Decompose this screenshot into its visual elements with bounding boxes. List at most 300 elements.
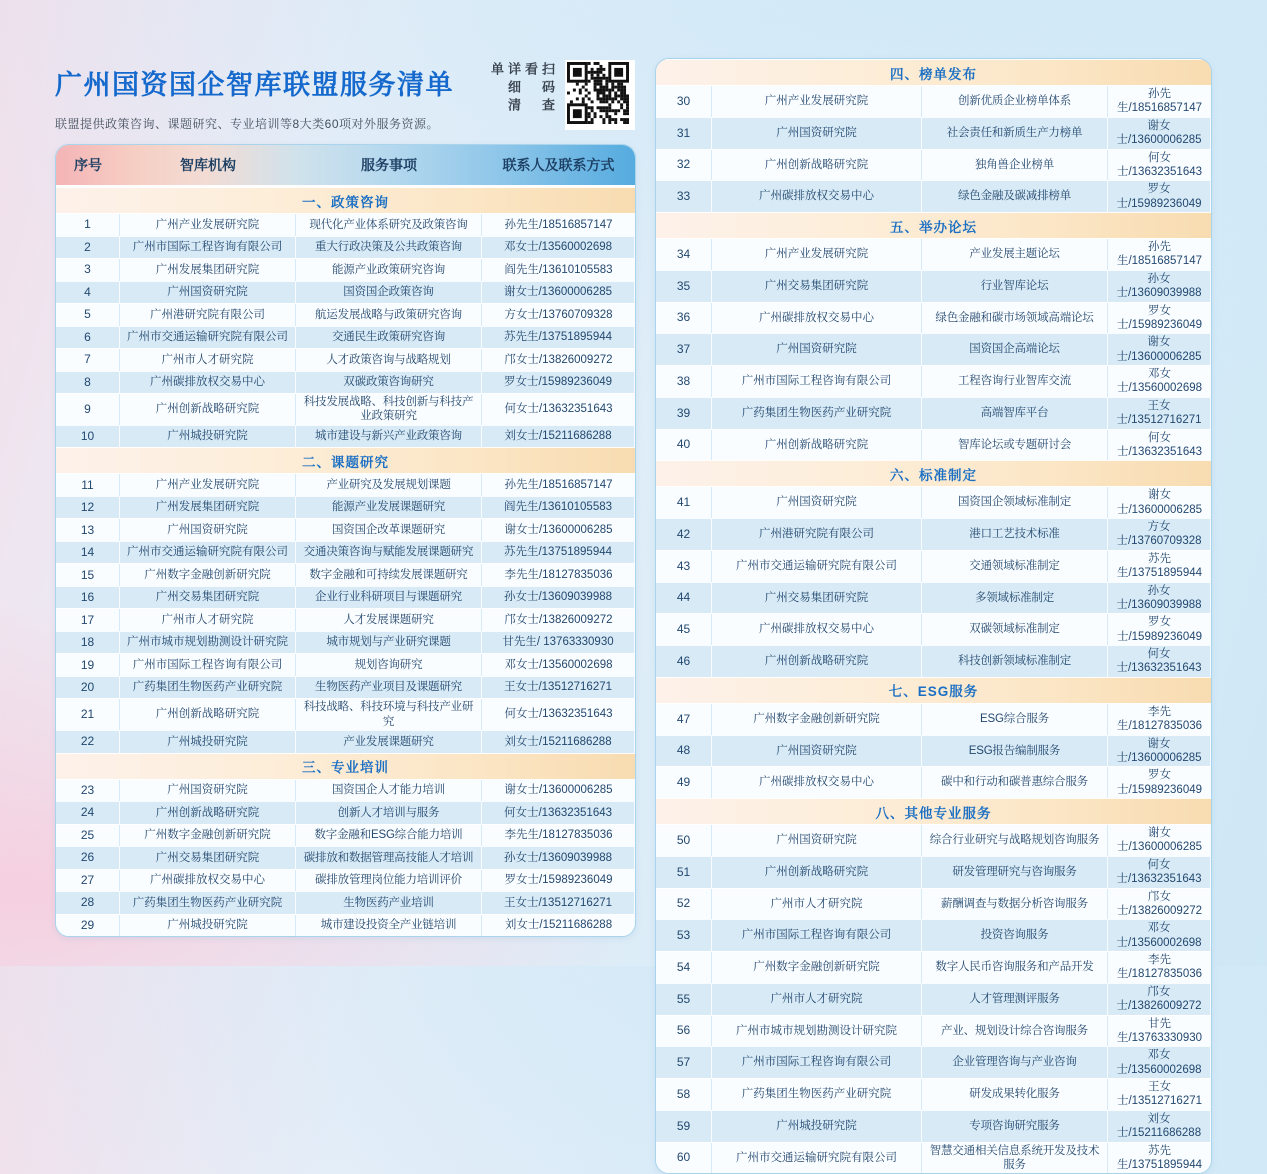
section-header: 八、其他专业服务 [656,798,1211,824]
table-row [56,541,635,564]
table-row [56,779,635,802]
row-institution: 广州市城市规划勘测设计研究院 [712,1016,922,1047]
row-institution: 广州市人才研究院 [120,349,296,371]
row-contact: 孙女士/13609039988 [482,587,635,609]
row-service: 交通民生政策研究咨询 [296,327,482,349]
table-header-row [56,145,635,187]
table-row [56,281,635,304]
row-service: ESG报告编制服务 [922,736,1108,767]
row-service: 港口工艺技术标准 [922,519,1108,550]
row-number: 16 [56,587,120,609]
row-contact: 李先生/18127835036 [504,568,613,581]
table-row [656,766,1211,798]
row-institution: 广州碳排放权交易中心 [712,614,922,645]
row-service: 行业智库论坛 [922,271,1108,302]
table-row [656,856,1211,888]
row-institution: 广州产业发展研究院 [120,474,296,496]
row-contact: 孙女士/13609039988 [1108,583,1211,614]
qr-code [565,60,635,130]
row-institution: 广药集团生物医药产业研究院 [712,1079,922,1110]
table-row [656,149,1211,181]
row-number: 7 [56,349,120,371]
qr-caption [488,62,556,130]
row-institution: 广州市交通运输研究院有限公司 [712,551,922,582]
table-row [56,473,635,496]
row-service: 多领域标准制定 [922,583,1108,614]
row-number: 20 [56,677,120,699]
row-number: 39 [656,398,712,429]
row-number: 52 [656,889,712,920]
row-service: 科技发展战略、科技创新与科技产业政策研究 [296,394,482,425]
table-row [656,1110,1211,1142]
table-row [56,676,635,699]
row-number: 56 [656,1016,712,1047]
table-row [656,397,1211,429]
table-row [56,824,635,847]
row-institution: 广州碳排放权交易中心 [712,181,922,212]
table-row [56,586,635,609]
row-number: 3 [56,259,120,281]
row-service: 人才发展课题研究 [296,609,482,631]
row-contact: 阎先生/13610105583 [482,497,635,519]
row-number: 57 [656,1047,712,1078]
row-institution: 广州碳排放权交易中心 [120,372,296,394]
row-number: 2 [56,237,120,259]
row-contact: 孙女士/13609039988 [1108,271,1211,302]
row-institution: 广州数字金融创新研究院 [712,952,922,983]
row-service: 产业研究及发展规划课题 [296,474,482,496]
table-row [56,371,635,394]
row-service: 生物医药产业项目及课题研究 [296,677,482,699]
row-number: 18 [56,632,120,654]
row-service: 数字人民币咨询服务和产品开发 [922,952,1108,983]
row-institution: 广州创新战略研究院 [712,857,922,888]
row-contact: 邓女士/13560002698 [1108,1047,1211,1078]
row-service: 交通决策咨询与赋能发展课题研究 [296,542,482,564]
row-service: 国资国企改革课题研究 [296,519,482,541]
row-contact: 何女士/13632351643 [482,802,635,824]
table-row [56,891,635,914]
row-contact: 邓女士/13560002698 [1116,368,1203,395]
row-service: 创新人才培训与服务 [296,802,482,824]
row-service: 航运发展战略与政策研究咨询 [296,304,482,326]
table-row [56,801,635,824]
row-contact: 孙先生/18516857147 [504,478,613,491]
row-institution: 广州国资研究院 [712,487,922,518]
row-number: 24 [56,802,120,824]
column-header-no: 序号 [74,157,102,173]
row-institution: 广州国资研究院 [712,334,922,365]
row-institution: 广州国资研究院 [120,780,296,802]
row-number: 55 [656,984,712,1015]
row-service: 能源产业发展课题研究 [296,497,482,519]
table-row [656,270,1211,302]
row-institution: 广州市城市规划勘测设计研究院 [120,632,296,654]
row-contact: 谢女士/13600006285 [504,784,613,797]
row-service: ESG综合服务 [922,704,1108,735]
row-contact: 何女士/13632351643 [1116,151,1203,178]
row-contact: 何女士/13632351643 [1116,431,1203,458]
table-row [656,550,1211,582]
row-number: 21 [56,699,120,730]
left-panel [55,58,636,937]
row-contact: 刘女士/15211686288 [482,426,635,448]
row-contact: 邓女士/13560002698 [482,237,635,259]
row-service: 交通领域标准制定 [922,551,1108,582]
table-row [656,613,1211,645]
row-service: 规划咨询研究 [296,654,482,676]
row-contact: 谢女士/13600006285 [1108,118,1211,149]
service-table-left [55,144,636,937]
row-institution: 广州产业发展研究院 [712,86,922,117]
row-contact: 刘女士/15211686288 [504,919,613,932]
table-row [56,608,635,631]
table-row [56,326,635,349]
row-service: 薪酬调查与数据分析咨询服务 [922,889,1108,920]
row-contact: 王女士/13512716271 [482,892,635,914]
row-number: 46 [656,646,712,677]
row-contact: 王女士/13512716271 [1116,1081,1203,1108]
row-number: 27 [56,870,120,892]
row-contact: 谢女士/13600006285 [1108,334,1211,365]
row-contact: 邝女士/13826009272 [1108,984,1211,1015]
row-institution: 广州碳排放权交易中心 [120,870,296,892]
row-institution: 广州国资研究院 [712,825,922,856]
row-institution: 广州创新战略研究院 [120,802,296,824]
qr-caption-line-right: 扫码查看 [523,62,555,116]
section-header: 六、标准制定 [656,460,1211,486]
table-row [56,698,635,730]
row-service: 高端智库平台 [922,398,1108,429]
table-row [656,951,1211,983]
row-institution: 广州市国际工程咨询有限公司 [712,366,922,397]
row-contact: 何女士/13632351643 [1108,857,1211,888]
row-service: 绿色金融和碳市场领域高端论坛 [922,303,1108,334]
row-number: 30 [656,86,712,117]
row-number: 44 [656,583,712,614]
row-institution: 广州碳排放权交易中心 [712,303,922,334]
row-contact: 孙女士/13609039988 [482,847,635,869]
row-service: 双碳政策咨询研究 [296,372,482,394]
row-service: 工程咨询行业智库交流 [922,366,1108,397]
row-institution: 广州交易集团研究院 [120,847,296,869]
row-institution: 广药集团生物医药产业研究院 [120,677,296,699]
row-institution: 广州市人才研究院 [712,889,922,920]
row-number: 60 [656,1143,712,1174]
row-service: 研发成果转化服务 [922,1079,1108,1110]
row-number: 42 [656,519,712,550]
table-row [656,429,1211,461]
column-header-institution: 智库机构 [180,157,236,173]
row-institution: 广州市国际工程咨询有限公司 [120,237,296,259]
table-row [56,258,635,281]
row-institution: 广州国资研究院 [712,736,922,767]
row-service: 企业行业科研项目与课题研究 [296,587,482,609]
row-contact: 李先生/18127835036 [504,829,613,842]
row-institution: 广州市交通运输研究院有限公司 [120,327,296,349]
table-row [56,236,635,259]
row-contact: 甘先生/13763330930 [1116,1017,1203,1044]
row-number: 23 [56,780,120,802]
row-number: 32 [656,150,712,181]
table-row [656,1142,1211,1174]
row-institution: 广州城投研究院 [120,915,296,937]
row-number: 34 [656,239,712,270]
row-number: 6 [56,327,120,349]
row-number: 33 [656,181,712,212]
section-header: 二、课题研究 [56,447,635,473]
row-number: 43 [656,551,712,582]
table-row [656,824,1211,856]
row-number: 14 [56,542,120,564]
row-service: 碳中和行动和碳普惠综合服务 [922,767,1108,798]
row-institution: 广州市国际工程咨询有限公司 [712,920,922,951]
row-service: 人才政策咨询与战略规划 [296,349,482,371]
row-service: 能源产业政策研究咨询 [296,259,482,281]
row-service: 绿色金融及碳减排榜单 [922,181,1108,212]
row-number: 40 [656,430,712,461]
row-service: 城市规划与产业研究课题 [296,632,482,654]
row-number: 19 [56,654,120,676]
row-institution: 广州国资研究院 [120,519,296,541]
row-number: 22 [56,731,120,753]
row-institution: 广州交易集团研究院 [712,271,922,302]
row-contact: 李先生/18127835036 [1116,705,1203,733]
table-row [656,365,1211,397]
table-row [656,486,1211,518]
section-header: 五、举办论坛 [656,212,1211,238]
row-institution: 广州港研究院有限公司 [712,519,922,550]
service-table-right [655,58,1212,1174]
row-number: 17 [56,609,120,631]
row-service: 国资国企人才能力培训 [296,780,482,802]
row-service: 重大行政决策及公共政策咨询 [296,237,482,259]
row-number: 48 [656,736,712,767]
row-contact: 方女士/13760709328 [1108,519,1211,550]
row-institution: 广州创新战略研究院 [712,430,922,461]
row-institution: 广州数字金融创新研究院 [120,825,296,847]
row-number: 59 [656,1111,712,1142]
row-service: 企业管理咨询与产业咨询 [922,1047,1108,1078]
row-contact: 邓女士/13560002698 [1108,920,1211,951]
row-contact: 罗女士/15989236049 [1116,769,1203,796]
row-contact: 苏先生/13751895944 [482,542,635,564]
section-header: 七、ESG服务 [656,677,1211,703]
row-number: 10 [56,426,120,448]
row-number: 58 [656,1079,712,1110]
table-row [656,117,1211,149]
row-number: 4 [56,282,120,304]
row-service: 专项咨询研究服务 [922,1111,1108,1142]
row-contact: 罗女士/15989236049 [1116,616,1203,643]
row-institution: 广州市国际工程咨询有限公司 [712,1047,922,1078]
table-row [656,983,1211,1015]
row-contact: 邝女士/13826009272 [1116,890,1203,917]
row-service: 碳排放管理岗位能力培训评价 [296,870,482,892]
row-institution: 广州数字金融创新研究院 [120,564,296,586]
qr-caption-line-left: 详细清单 [489,62,521,116]
table-row [656,85,1211,117]
table-row [656,919,1211,951]
row-institution: 广药集团生物医药产业研究院 [120,892,296,914]
page-title: 广州国资国企智库联盟服务清单 [55,70,454,100]
table-row [56,303,635,326]
row-contact: 苏先生/13751895944 [1116,1144,1203,1171]
row-institution: 广州交易集团研究院 [120,587,296,609]
row-number: 53 [656,920,712,951]
row-institution: 广州市人才研究院 [120,609,296,631]
row-service: 数字金融和可持续发展课题研究 [296,564,482,586]
row-number: 25 [56,825,120,847]
row-institution: 广州港研究院有限公司 [120,304,296,326]
section-header: 四、榜单发布 [656,59,1211,85]
table-row [656,735,1211,767]
row-number: 51 [656,857,712,888]
row-number: 47 [656,704,712,735]
column-header-contact: 联系人及联系方式 [502,157,615,173]
row-service: 城市建设投资全产业链培训 [296,915,482,937]
row-institution: 广州交易集团研究院 [712,583,922,614]
table-row [56,846,635,869]
row-service: 国资国企领域标准制定 [922,487,1108,518]
row-number: 11 [56,474,120,496]
row-contact: 邝女士/13826009272 [504,353,613,366]
table-row [656,333,1211,365]
table-row [656,302,1211,334]
row-institution: 广州数字金融创新研究院 [712,704,922,735]
row-service: 投资咨询服务 [922,920,1108,951]
row-number: 15 [56,564,120,586]
table-row [56,869,635,892]
row-contact: 苏先生/13751895944 [482,327,635,349]
row-institution: 广州城投研究院 [120,426,296,448]
page-subtitle: 联盟提供政策咨询、课题研究、专业培训等8大类60项对外服务资源。 [55,117,440,131]
row-number: 13 [56,519,120,541]
row-number: 41 [656,487,712,518]
row-service: 双碳领域标准制定 [922,614,1108,645]
row-institution: 广州城投研究院 [120,731,296,753]
row-institution: 广州城投研究院 [712,1111,922,1142]
row-contact: 阎先生/13610105583 [504,263,613,276]
row-contact: 罗女士/15989236049 [1116,304,1203,331]
row-number: 50 [656,825,712,856]
table-row [656,518,1211,550]
row-contact: 谢女士/13600006285 [482,282,635,304]
row-contact: 方女士/13760709328 [504,308,613,321]
row-institution: 广州国资研究院 [120,282,296,304]
table-row [56,496,635,519]
row-number: 1 [56,214,120,236]
section-header: 一、政策咨询 [56,187,635,213]
table-row [56,631,635,654]
row-contact: 王女士/13512716271 [482,677,635,699]
row-number: 26 [56,847,120,869]
row-service: 数字金融和ESG综合能力培训 [296,825,482,847]
column-header-service: 服务事项 [361,157,417,173]
row-service: 研发管理研究与咨询服务 [922,857,1108,888]
row-institution: 广药集团生物医药产业研究院 [712,398,922,429]
row-contact: 甘先生/ 13763330930 [482,632,635,654]
row-contact: 王女士/13512716271 [1108,398,1211,429]
table-row [656,888,1211,920]
row-service: 城市建设与新兴产业政策咨询 [296,426,482,448]
row-institution: 广州产业发展研究院 [712,239,922,270]
row-number: 28 [56,892,120,914]
table-row [56,914,635,937]
row-number: 31 [656,118,712,149]
table-row [656,1078,1211,1110]
row-contact: 谢女士/13600006285 [1116,827,1203,854]
row-contact: 何女士/13632351643 [504,403,613,416]
table-row [56,730,635,753]
row-service: 独角兽企业榜单 [922,150,1108,181]
table-row [56,348,635,371]
row-institution: 广州市人才研究院 [712,984,922,1015]
row-contact: 谢女士/13600006285 [504,523,613,536]
row-service: 现代化产业体系研究及政策咨询 [296,214,482,236]
row-contact: 何女士/13632351643 [1108,646,1211,677]
table-row [656,703,1211,735]
table-row [656,1015,1211,1047]
row-number: 49 [656,767,712,798]
row-service: 科技创新领域标准制定 [922,646,1108,677]
row-service: 碳排放和数据管理高技能人才培训 [296,847,482,869]
section-header: 三、专业培训 [56,753,635,779]
table-row [56,425,635,448]
row-number: 54 [656,952,712,983]
table-row [56,563,635,586]
table-row [56,653,635,676]
row-service: 科技战略、科技环境与科技产业研究 [296,699,482,730]
row-institution: 广州创新战略研究院 [712,646,922,677]
row-number: 38 [656,366,712,397]
row-number: 37 [656,334,712,365]
row-service: 国资国企政策咨询 [296,282,482,304]
row-contact: 苏先生/13751895944 [1116,552,1203,580]
row-service: 产业发展课题研究 [296,731,482,753]
row-contact: 罗女士/15989236049 [1108,181,1211,212]
row-contact: 邓女士/13560002698 [504,658,613,671]
row-service: 智库论坛或专题研讨会 [922,430,1108,461]
row-contact: 罗女士/15989236049 [482,372,635,394]
table-row [656,180,1211,212]
row-institution: 广州发展集团研究院 [120,497,296,519]
row-contact: 李先生/18127835036 [1116,954,1203,981]
row-service: 社会责任和新质生产力榜单 [922,118,1108,149]
row-institution: 广州市国际工程咨询有限公司 [120,654,296,676]
row-contact: 何女士/13632351643 [504,708,613,721]
row-institution: 广州创新战略研究院 [120,394,296,425]
row-contact: 孙先生/18516857147 [1116,88,1203,115]
row-institution: 广州市交通运输研究院有限公司 [712,1143,922,1174]
row-contact: 邝女士/13826009272 [504,613,613,626]
row-service: 国资国企高端论坛 [922,334,1108,365]
row-number: 29 [56,915,120,937]
table-row [56,213,635,236]
row-number: 36 [656,303,712,334]
row-institution: 广州碳排放权交易中心 [712,767,922,798]
row-number: 45 [656,614,712,645]
table-row [656,238,1211,270]
table-row [656,1046,1211,1078]
row-service: 生物医药产业培训 [296,892,482,914]
row-service: 创新优质企业榜单体系 [922,86,1108,117]
table-row [56,393,635,425]
row-service: 人才管理测评服务 [922,984,1108,1015]
row-contact: 刘女士/15211686288 [482,731,635,753]
row-contact: 孙先生/18516857147 [1116,241,1203,268]
row-contact: 孙先生/18516857147 [504,218,613,231]
